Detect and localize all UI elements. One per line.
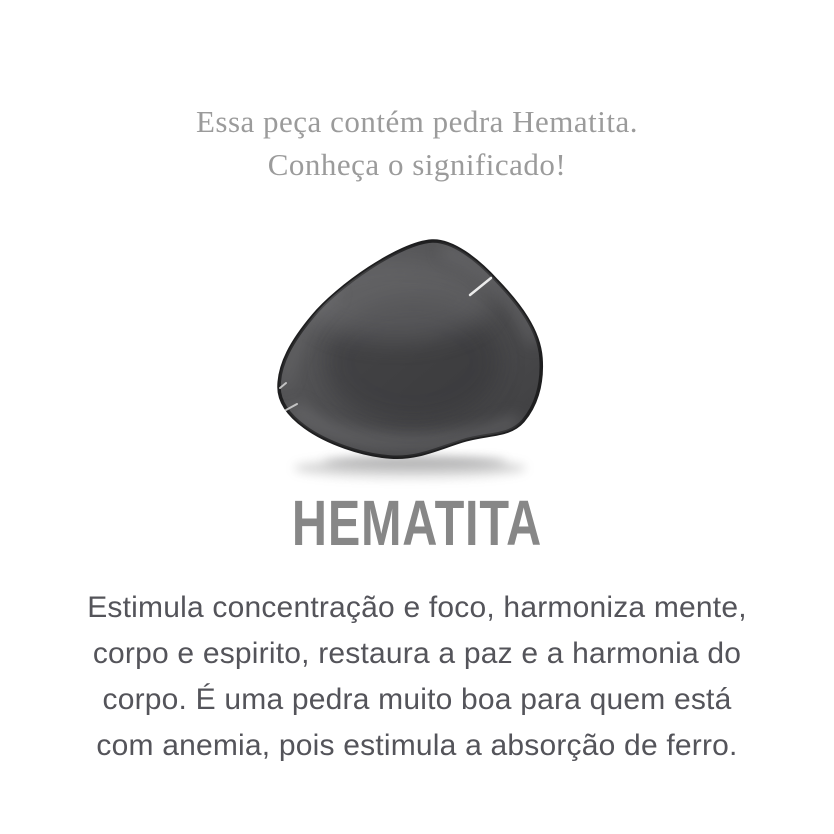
description-line-4: com anemia, pois estimula a absorção de ferro. [96, 729, 738, 762]
intro-line-2: Conheça o significado! [267, 147, 567, 182]
description-line-3: corpo. É uma pedra muito boa para quem está [102, 683, 732, 716]
intro-text [0, 0, 834, 186]
description-line-2: corpo e espirito, restaura a paz e a harmonia do [92, 637, 742, 670]
stone-ground-shadow-core [323, 456, 507, 468]
intro-line-1: Essa peça contém pedra Hematita. [195, 104, 639, 139]
stone-description [0, 585, 834, 769]
hematita-stone-svg [277, 237, 557, 489]
stone-name-title: HEMATITA [291, 487, 543, 559]
stone-illustration [0, 237, 834, 489]
description-line-1: Estimula concentração e foco, harmoniza mente, [87, 591, 747, 624]
